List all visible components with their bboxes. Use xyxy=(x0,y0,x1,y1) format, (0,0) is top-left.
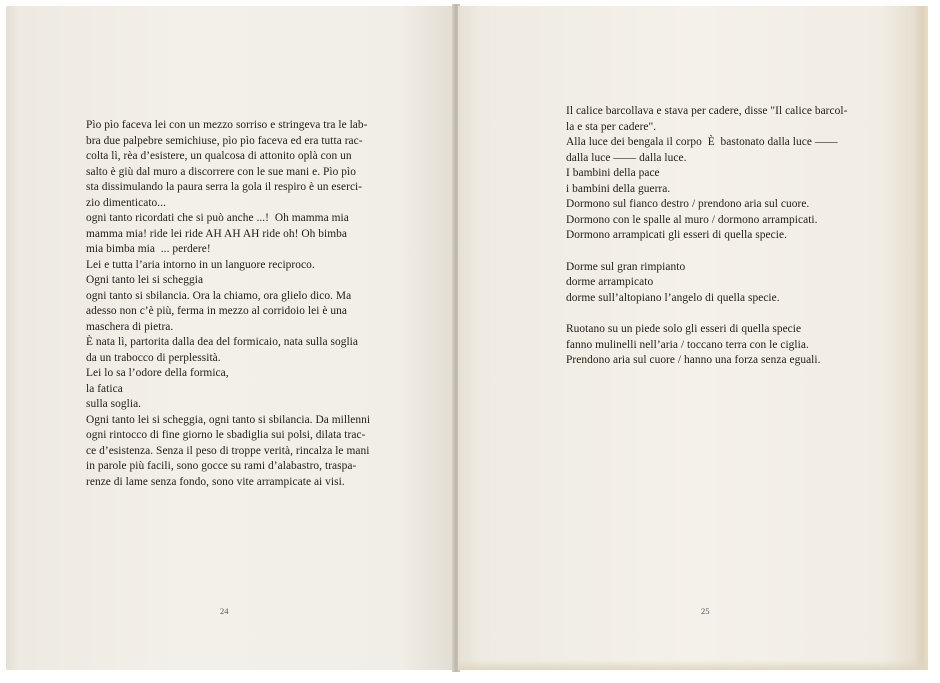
page-number: 25 xyxy=(701,606,710,616)
text-line: Ogni tanto lei si scheggia xyxy=(86,274,204,286)
text-line: fanno mulinelli nell’aria / toccano terra con le ciglia. xyxy=(566,338,809,351)
text-line: adesso non c’è più, ferma in mezzo al corridoio lei è una xyxy=(86,305,347,317)
aged-page-edge xyxy=(914,6,928,670)
text-line: dorme sull’altopiano l’angelo di quella specie. xyxy=(566,291,780,304)
text-line: in parole più facili, sono gocce su rami d’alabastro, traspa- xyxy=(86,460,357,472)
text-line: dalla luce —— dalla luce. xyxy=(566,151,687,164)
text-line: colta lì, rèa d’esistere, un qualcosa di attonito oplà con un xyxy=(86,150,352,162)
text-line: ce d’esistenza. Senza il peso di troppe verità, rincalza le mani xyxy=(86,444,370,457)
text-line: Dorme sul gran rimpianto xyxy=(566,260,686,273)
text-line: da un trabocco di perplessità. xyxy=(86,351,221,364)
text-line: sulla soglia. xyxy=(86,398,142,410)
text-line: i bambini della guerra. xyxy=(566,182,671,195)
text-line: salto è giù dal muro a discorrere con le sue mani e. Pìo pìo xyxy=(86,165,356,178)
text-line: Dormono con le spalle al muro / dormono arrampicati. xyxy=(566,213,818,226)
text-line: sta dissimulando la paura serra la gola il respiro è un eserci- xyxy=(86,181,363,193)
right-page xyxy=(458,6,928,670)
text-line: Dormono sul fianco destro / prendono aria sul cuore. xyxy=(566,198,810,210)
text-line: la fatica xyxy=(86,382,123,395)
text-line: zio dimenticato... xyxy=(86,196,166,209)
text-line: Ogni tanto lei si scheggia, ogni tanto si sbilancia. Da millenni xyxy=(86,413,371,426)
text-line: Lei lo sa l’odore della formica, xyxy=(86,367,229,379)
text-line: mia bimba mia ... perdere! xyxy=(86,243,211,255)
text-line: Ruotano su un piede solo gli esseri di quella specie xyxy=(566,323,802,335)
text-line: renze di lame senza fondo, sono vite arrampicate ai visi. xyxy=(86,475,345,488)
text-line: È nata lì, partorita dalla dea del formicaio, nata sulla soglia xyxy=(86,336,358,348)
left-page-text xyxy=(86,118,436,490)
text-line: mamma mia! ride lei ride AH AH AH ride oh! Oh bimba xyxy=(86,227,347,240)
text-line: dorme arrampicato xyxy=(566,276,654,288)
text-line: ogni tanto ricordati che si può anche ...! Oh mamma mia xyxy=(86,212,349,224)
text-line: Pìo pìo faceva lei con un mezzo sorriso e stringeva tra le lab- xyxy=(86,119,368,131)
text-line: maschera di pietra. xyxy=(86,320,174,333)
page-number: 24 xyxy=(220,606,229,616)
text-line: Dormono arrampicati gli esseri di quella specie. xyxy=(566,229,787,241)
text-line: ogni tanto si sbilancia. Ora la chiamo, ora glielo dico. Ma xyxy=(86,289,352,302)
stanza-break xyxy=(566,306,906,322)
text-line: Il calice barcollava e stava per cadere, disse "Il calice barcol- xyxy=(566,105,848,117)
text-line: Alla luce dei bengala il corpo È bastonato dalla luce —— xyxy=(566,136,838,148)
text-line: bra due palpebre semichiuse, pìo pìo faceva ed era tutta rac- xyxy=(86,134,363,147)
text-line: la e sta per cadere". xyxy=(566,120,657,133)
left-page xyxy=(6,6,454,670)
aged-bottom-edge xyxy=(458,660,928,670)
text-line: I bambini della pace xyxy=(566,167,660,179)
text-line: Lei e tutta l’aria intorno in un languore reciproco. xyxy=(86,258,315,271)
text-line: Prendono aria sul cuore / hanno una forza senza eguali. xyxy=(566,354,821,366)
text-line: ogni rintocco di fine giorno le sbadiglia sui polsi, dilata trac- xyxy=(86,429,366,441)
right-page-text xyxy=(566,104,906,369)
stanza-break xyxy=(566,244,906,260)
